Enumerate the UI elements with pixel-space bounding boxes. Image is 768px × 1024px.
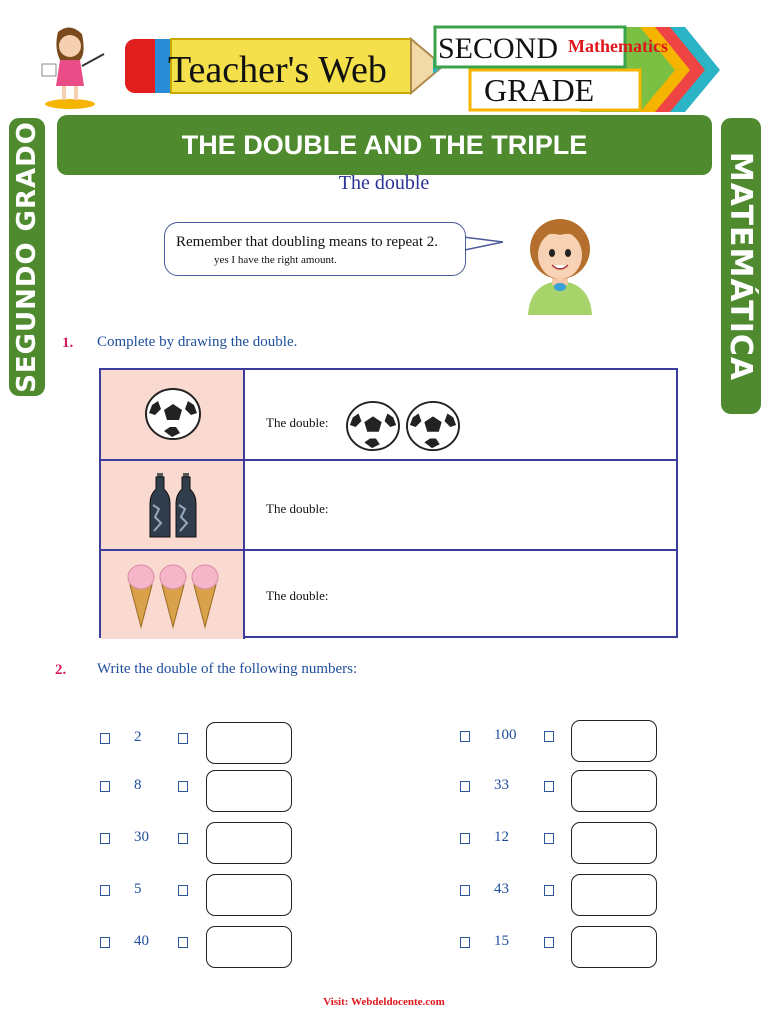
checkbox-icon	[100, 833, 110, 844]
number-row	[100, 926, 400, 970]
number-row	[100, 722, 400, 766]
checkbox-icon	[100, 937, 110, 948]
checkbox-icon	[544, 781, 554, 792]
number-value: 30	[134, 829, 149, 845]
answer-box[interactable]	[206, 722, 292, 764]
checkbox-icon	[460, 781, 470, 792]
number-value: 33	[494, 777, 509, 793]
item-cell	[101, 461, 245, 549]
number-row	[100, 770, 400, 814]
checkbox-icon	[544, 731, 554, 742]
table-row	[101, 549, 676, 639]
number-value: 100	[494, 727, 517, 743]
exercise-1-number: 1.	[62, 335, 74, 351]
bubble-text-line2: yes I have the right amount.	[214, 254, 337, 266]
checkbox-icon	[100, 781, 110, 792]
footer-link[interactable]: Visit: Webdeldocente.com	[323, 996, 445, 1008]
number-row	[460, 720, 760, 764]
number-value: 2	[134, 729, 142, 745]
answer-box[interactable]	[571, 926, 657, 968]
number-row	[100, 822, 400, 866]
answer-box[interactable]	[206, 770, 292, 812]
item-cell	[101, 551, 245, 639]
number-row	[460, 770, 760, 814]
checkbox-icon	[178, 885, 188, 896]
page-title: THE DOUBLE AND THE TRIPLE	[181, 129, 588, 160]
checkbox-icon	[460, 885, 470, 896]
answer-box[interactable]	[571, 874, 657, 916]
number-row	[100, 874, 400, 918]
checkbox-icon	[100, 885, 110, 896]
checkbox-icon	[460, 731, 470, 742]
exercise-2-instruction: Write the double of the following numbers:	[97, 661, 358, 677]
table-row	[101, 459, 676, 549]
table-row	[101, 370, 676, 460]
number-value: 43	[494, 881, 509, 897]
number-row	[460, 822, 760, 866]
number-value: 8	[134, 777, 142, 793]
girl-character-icon	[508, 205, 612, 317]
double-label: The double:	[266, 588, 329, 603]
number-row	[460, 874, 760, 918]
answer-box[interactable]	[206, 822, 292, 864]
item-cell	[101, 370, 245, 460]
title-bar	[57, 115, 712, 175]
side-label-left	[9, 118, 45, 396]
soccer-ball-icon	[144, 387, 202, 441]
side-label-right	[721, 118, 761, 414]
checkbox-icon	[100, 733, 110, 744]
grade-top-label: SECOND	[438, 32, 559, 65]
answer-box[interactable]	[571, 720, 657, 762]
grade-bottom-label: GRADE	[484, 72, 595, 108]
checkbox-icon	[178, 937, 188, 948]
number-value: 15	[494, 933, 509, 949]
bottle-icon	[175, 473, 197, 539]
checkbox-icon	[460, 833, 470, 844]
soccer-ball-icon	[405, 400, 461, 452]
checkbox-icon	[544, 885, 554, 896]
number-value: 5	[134, 881, 142, 897]
number-value: 12	[494, 829, 509, 845]
double-label: The double:	[266, 415, 329, 430]
exercise-2-number: 2.	[55, 662, 67, 678]
answer-box[interactable]	[571, 822, 657, 864]
side-label-right-text: MATEMÁTICA	[723, 151, 759, 381]
checkbox-icon	[544, 937, 554, 948]
checkbox-icon	[178, 833, 188, 844]
number-value: 40	[134, 933, 149, 949]
ice-cream-cone-icon	[191, 563, 219, 629]
brand-title: Teacher's Web	[168, 49, 387, 91]
checkbox-icon	[544, 833, 554, 844]
answer-box[interactable]	[206, 874, 292, 916]
teacher-mascot-icon	[40, 24, 110, 110]
bottle-icon	[149, 473, 171, 539]
exercise-1-instruction: Complete by drawing the double.	[97, 334, 298, 350]
bubble-text-line1: Remember that doubling means to repeat 2.	[176, 234, 439, 250]
ice-cream-cone-icon	[159, 563, 187, 629]
grade-subject-label: Mathematics	[568, 36, 668, 56]
answer-box[interactable]	[571, 770, 657, 812]
section-subtitle: The double	[338, 172, 430, 194]
double-label: The double:	[266, 501, 329, 516]
checkbox-icon	[178, 733, 188, 744]
side-label-left-text: SEGUNDO GRADO	[12, 121, 43, 393]
answer-box[interactable]	[206, 926, 292, 968]
drawing-table	[99, 368, 678, 638]
ice-cream-cone-icon	[127, 563, 155, 629]
checkbox-icon	[178, 781, 188, 792]
number-row	[460, 926, 760, 970]
soccer-ball-icon	[345, 400, 401, 452]
checkbox-icon	[460, 937, 470, 948]
